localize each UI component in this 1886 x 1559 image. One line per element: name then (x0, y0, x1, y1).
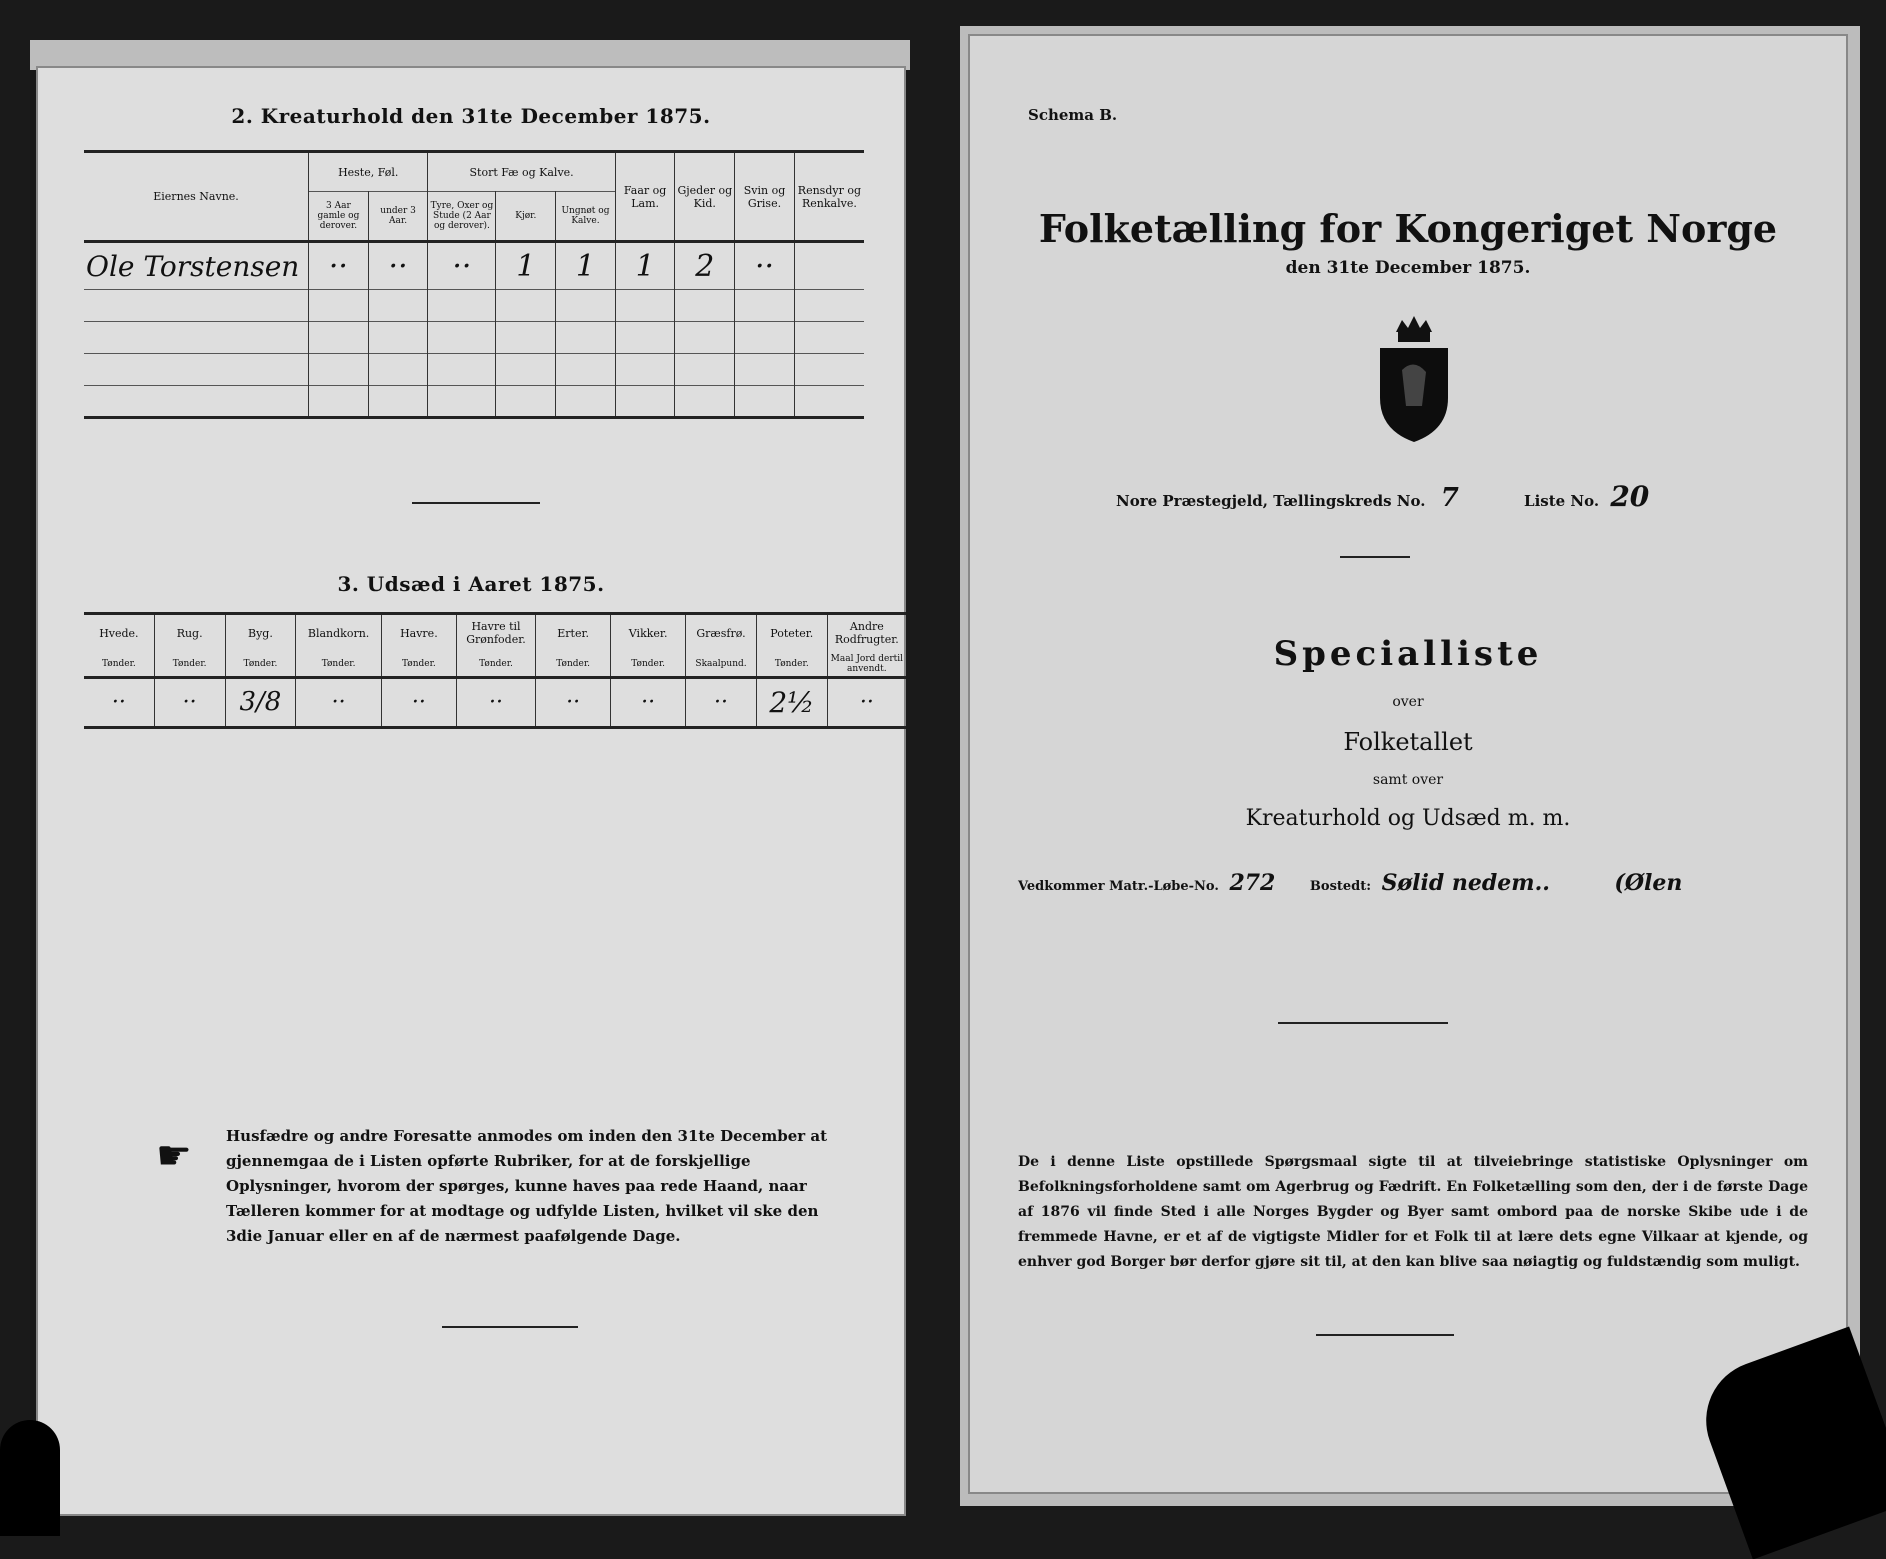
cell: 2½ (756, 677, 827, 727)
schema-label: Schema B. (1028, 106, 1118, 124)
svin-header: Svin og Grise. (735, 152, 795, 242)
seed-header-1: Rug. (154, 614, 225, 652)
seed-unit: Tønder. (456, 652, 535, 678)
owner-name: Ole Torstensen (84, 242, 309, 290)
faar-header: Faar og Lam. (615, 152, 675, 242)
kreds-label: Tællingskreds No. (1273, 492, 1426, 510)
seed-header-10: Andre Rodfrugter. (827, 614, 906, 652)
livestock-table (84, 150, 864, 419)
table-row (84, 386, 864, 418)
folketallet-text: Folketallet (1343, 728, 1473, 756)
seed-header-7: Vikker. (611, 614, 686, 652)
seed-unit: Tønder. (536, 652, 611, 678)
prestegjeld-label: Nore Præstegjeld, (1116, 492, 1268, 510)
cell: ·· (84, 677, 154, 727)
cell: ·· (381, 677, 456, 727)
cell: ·· (309, 242, 369, 290)
table-row (84, 677, 906, 727)
gjeder-header: Gjeder og Kid. (675, 152, 735, 242)
seed-header-4: Havre. (381, 614, 456, 652)
cell: ·· (686, 677, 757, 727)
table-row (84, 290, 864, 322)
divider (442, 1326, 578, 1328)
seed-header-9: Poteter. (756, 614, 827, 652)
matr-line (1018, 870, 1838, 896)
cell: 1 (556, 242, 616, 290)
seed-unit: Tønder. (154, 652, 225, 678)
matr-label: Vedkommer Matr.-Løbe-No. (1018, 879, 1219, 894)
divider (1340, 556, 1410, 558)
seed-header-0: Hvede. (84, 614, 154, 652)
cell: ·· (456, 677, 535, 727)
kreds-value: 7 (1440, 483, 1459, 513)
cell: 2 (675, 242, 735, 290)
seed-table (84, 612, 906, 729)
cell: ·· (611, 677, 686, 727)
seed-unit: Skaalpund. (686, 652, 757, 678)
stort-sub3: Ungnøt og Kalve. (556, 192, 616, 242)
location-line (1116, 480, 1816, 513)
cell: ·· (296, 677, 382, 727)
seed-unit: Tønder. (296, 652, 382, 678)
seed-header-3: Blandkorn. (296, 614, 382, 652)
samt-over-text: samt over (1372, 772, 1444, 788)
date-line: den 31te December 1875. (1285, 258, 1531, 278)
pointing-hand-icon: ☛ (156, 1133, 192, 1179)
table-row (84, 242, 864, 290)
section3-title: 3. Udsæd i Aaret 1875. (337, 572, 605, 596)
coat-of-arms-icon (1372, 314, 1456, 448)
rensdyr-header: Rensdyr og Renkalve. (794, 152, 864, 242)
seed-header-5: Havre til Grønfoder. (456, 614, 535, 652)
specialliste-title: Specialliste (1273, 634, 1543, 674)
stort-header: Stort Fæ og Kalve. (428, 152, 615, 192)
seed-header-8: Græsfrø. (686, 614, 757, 652)
cell (794, 242, 864, 290)
stort-sub1: Tyre, Oxer og Stude (2 Aar og derover). (428, 192, 496, 242)
seed-unit: Tønder. (84, 652, 154, 678)
cell: ·· (536, 677, 611, 727)
table-row (84, 322, 864, 354)
cell: 1 (615, 242, 675, 290)
liste-value: 20 (1610, 480, 1650, 513)
footer-text: De i denne Liste opstillede Spørgsmaal sigte til at tilveiebringe statistiske Oplysninger om Befolkningsforholdene samt om Agerbrug og Fædrift. En Folketælling som den, der i de første Dage af 1876 vil finde Sted i alle Norges Bygder og Byer samt ombord paa de norske Skibe ude i de fremmede Havne, er et af de vigtigste Midler for et Folk til at lære dets egne Vilkaar at kjende, og enhver god Borger bør derfor gjøre sit til, at den kan blive saa nøiagtig og fuldstændig som muligt. (1018, 1154, 1808, 1270)
cell: ·· (428, 242, 496, 290)
divider (412, 502, 540, 504)
right-page (968, 34, 1848, 1494)
matr-value: 272 (1229, 870, 1276, 896)
divider (1316, 1334, 1454, 1336)
heste-sub1: 3 Aar gamle og derover. (309, 192, 369, 242)
divider (1278, 1022, 1448, 1024)
bosted-value: Sølid nedem.. (1381, 870, 1550, 896)
cell: 1 (496, 242, 556, 290)
seed-header-6: Erter. (536, 614, 611, 652)
kreatur-text: Kreaturhold og Udsæd m. m. (1245, 806, 1571, 831)
stort-sub2: Kjør. (496, 192, 556, 242)
table-row (84, 354, 864, 386)
bosted-label: Bostedt: (1309, 879, 1372, 894)
cell: 3/8 (225, 677, 296, 727)
thumb-shadow (0, 1420, 60, 1536)
left-page (36, 66, 906, 1516)
seed-unit: Maal Jord dertil anvendt. (827, 652, 906, 678)
over-text: over (1392, 694, 1424, 710)
cell: ·· (154, 677, 225, 727)
seed-unit: Tønder. (225, 652, 296, 678)
bosted-extra: (Ølen (1614, 870, 1683, 896)
notice-text: Husfædre og andre Foresatte anmodes om inden den 31te December at gjennemgaa de i Listen opførte Rubriker, for at de forskjellige Oplysninger, hvorom der spørges, kunne haves paa rede Haand, naar Tælleren kommer for at modtage og udfylde Listen, hvilket vil ske den 3die Januar eller en af de nærmest paafølgende Dage. (226, 1127, 828, 1245)
heste-header: Heste, Føl. (309, 152, 428, 192)
seed-header-2: Byg. (225, 614, 296, 652)
cell: ·· (735, 242, 795, 290)
page-title: Folketælling for Kongeriget Norge (1038, 206, 1778, 251)
owner-header: Eiernes Navne. (84, 152, 309, 242)
cell: ·· (827, 677, 906, 727)
cell: ·· (368, 242, 428, 290)
seed-unit: Tønder. (611, 652, 686, 678)
liste-label: Liste No. (1524, 492, 1600, 510)
heste-sub2: under 3 Aar. (368, 192, 428, 242)
section2-title: 2. Kreaturhold den 31te December 1875. (231, 104, 711, 128)
seed-unit: Tønder. (756, 652, 827, 678)
seed-unit: Tønder. (381, 652, 456, 678)
